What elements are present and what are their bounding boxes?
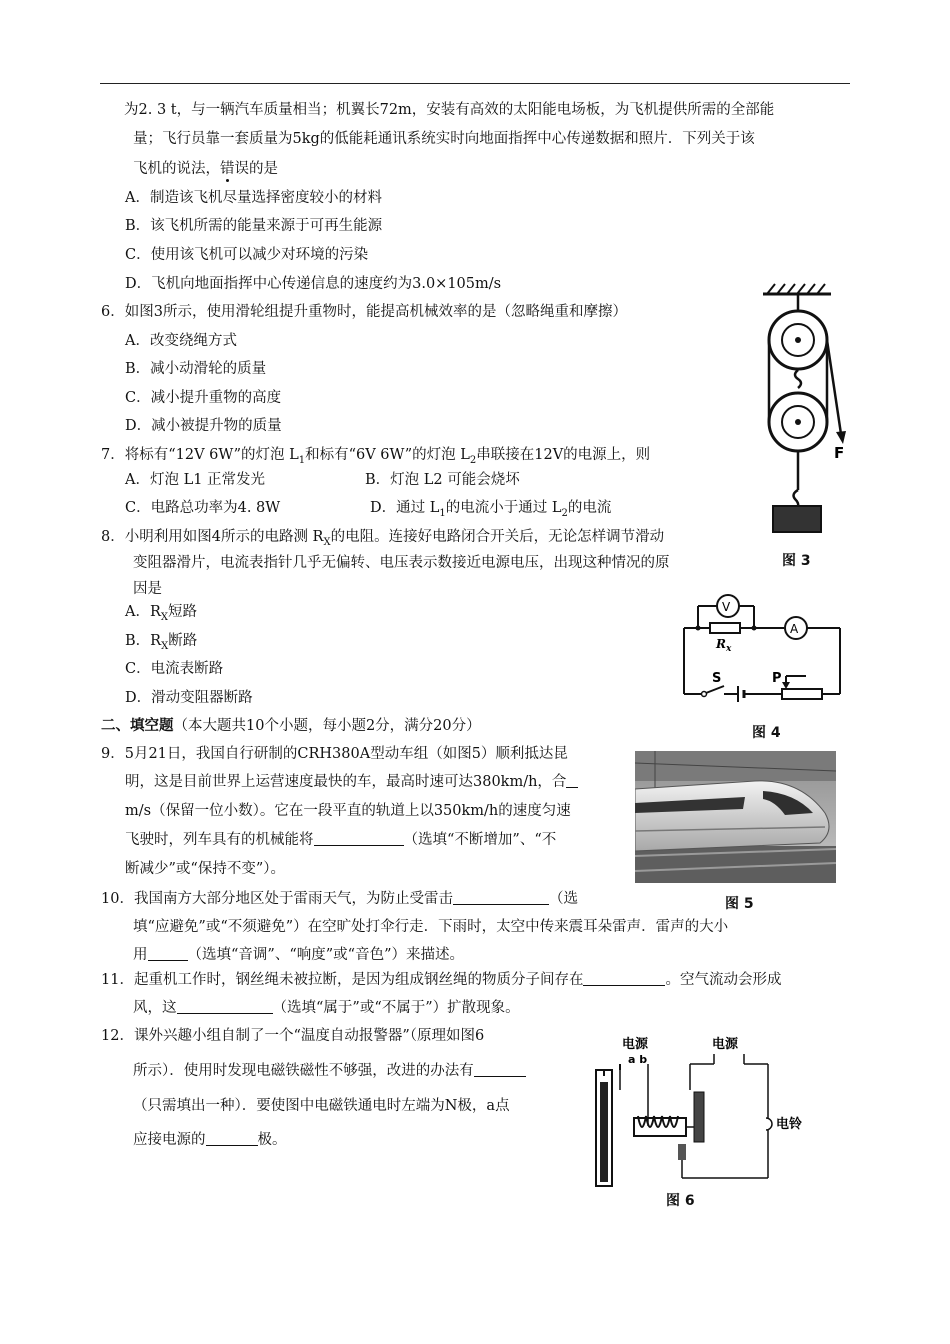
q8-option-b: B．$R_X$断路 (125, 633, 198, 652)
voltmeter-label: V (722, 600, 731, 614)
figure-4-caption: 图 4 (752, 725, 781, 741)
q5-option-b: B．该飞机所需的能量来源于可再生能源 (125, 218, 383, 234)
ammeter-label: A (790, 622, 799, 636)
q7-stem: 7．将标有“12V 6W”的灯泡 $L_1$和标有“6V 6W”的灯泡 $L_2$串联接在12V的电源上，则 (101, 447, 651, 466)
q5-option-c: C．使用该飞机可以减少对环境的污染 (125, 247, 369, 263)
q12-line2: 所示）．使用时发现电磁铁磁性不够强，改进的办法有 (133, 1061, 526, 1081)
q5-option-d: D．飞机向地面指挥中心传递信息的速度约为3.0×105m/s (125, 276, 502, 292)
switch-label: S (712, 671, 722, 686)
q8-line2: 变阻器滑片，电流表指针几乎无偏转、电压表示数接近电源电压，出现这种情况的原 (133, 555, 670, 571)
q9-blank-1[interactable] (566, 772, 578, 788)
q12-blank-2[interactable] (206, 1130, 258, 1146)
q6-option-a: A．改变绕绳方式 (125, 333, 237, 349)
q5-line2: 量；飞行员靠一套质量为5kg的低能耗通讯系统实时向地面指挥中心传递数据和照片．下列关于该 (133, 131, 755, 147)
q12-line1: 12．课外兴趣小组自制了一个“温度自动报警器”（原理如图6 (101, 1028, 485, 1044)
q12-line4: 应接电源的 极。 (133, 1132, 287, 1148)
q8-line1: 8．小明利用如图4所示的电路测 $R_X$的电阻。连接好电路闭合开关后，无论怎样调节滑动 (101, 529, 665, 548)
figure-4-circuit (676, 590, 846, 705)
q9-line2: 明，这是目前世界上运营速度最快的车，最高时速可达380km/h，合 (125, 772, 578, 792)
bell-label: 电铃 (776, 1117, 803, 1132)
q8-line3: 因是 (133, 581, 162, 597)
figure-5-caption: 图 5 (725, 896, 754, 912)
q12-line3: （只需填出一种）．要使图中电磁铁通电时左端为N极，a点 (133, 1098, 510, 1114)
q6-option-b: B．减小动滑轮的质量 (125, 361, 267, 377)
figure-3-caption: 图 3 (782, 553, 811, 569)
q11-line2: 风，这 （选填“属于”或“不属于”）扩散现象。 (133, 1000, 520, 1016)
figure-6-alarm-circuit (590, 1030, 840, 1190)
q9-line1: 9．5月21日，我国自行研制的CRH380A型动车组（如图5）顺利抵达昆 (101, 746, 568, 762)
q9-blank-2[interactable] (314, 830, 404, 846)
slider-label: P (772, 671, 782, 686)
q6-option-d: D．减小被提升物的质量 (125, 418, 282, 434)
q10-blank-2[interactable] (148, 945, 188, 961)
terminal-ab-label: a b (628, 1053, 648, 1066)
header-rule (100, 83, 850, 84)
q7-option-a: A．灯泡 L1 正常发光 (125, 472, 266, 488)
q10-blank-1[interactable] (453, 889, 549, 905)
resistor-label: $R_x$ (716, 637, 732, 654)
q11-line1: 11．起重机工作时，钢丝绳未被拉断，是因为组成钢丝绳的物质分子间存在 。空气流动会形成 (101, 972, 782, 988)
q8-option-d: D．滑动变阻器断路 (125, 690, 253, 706)
q10-line1: 10．我国南方大部分地区处于雷雨天气，为防止受雷击 （选 (101, 891, 578, 907)
figure-6-caption: 图 6 (666, 1193, 695, 1209)
q8-option-c: C．电流表断路 (125, 661, 224, 677)
figure-3-pulley (755, 282, 850, 537)
figure-5-train-photo (635, 751, 836, 883)
q9-line5: 断减少”或“保持不变”）。 (125, 861, 285, 877)
q7-option-c: C．电路总功率为4. 8W (125, 500, 281, 516)
q6-stem: 6．如图3所示，使用滑轮组提升重物时，能提高机械效率的是（忽略绳重和摩擦） (101, 304, 627, 320)
q9-line3: m/s（保留一位小数）。它在一段平直的轨道上以350km/h的速度匀速 (125, 803, 571, 819)
q5-line1: 为2. 3 t，与一辆汽车质量相当；机翼长72m，安装有高效的太阳能电场板，为飞机提供所需的全部能 (124, 102, 775, 118)
q6-option-c: C．减小提升重物的高度 (125, 390, 282, 406)
q7-option-b: B．灯泡 L2 可能会烧坏 (365, 472, 520, 488)
q9-line4: 飞驶时，列车具有的机械能将 （选填“不断增加”、“不 (125, 832, 557, 848)
q5-option-a: A．制造该飞机尽量选择密度较小的材料 (125, 190, 382, 206)
q11-blank-2[interactable] (177, 998, 273, 1014)
force-label: F (834, 444, 845, 462)
power-source-2-label: 电源 (712, 1037, 739, 1052)
q11-blank-1[interactable] (583, 970, 665, 986)
power-source-1-label: 电源 (622, 1037, 649, 1052)
q12-blank-1[interactable] (474, 1061, 526, 1077)
q7-option-d: D．通过 $L_1$的电流小于通过 $L_2$的电流 (370, 500, 612, 519)
q10-line3: 用 （选填“音调”、“响度”或“音色”）来描述。 (133, 947, 464, 963)
q10-line2: 填“应避免”或“不须避免”）在空旷处打伞行走．下雨时，太空中传来震耳朵雷声．雷声的大小 (133, 919, 729, 935)
q8-option-a: A．$R_X$短路 (125, 604, 198, 623)
section-heading: 二、填空题（本大题共10个小题，每小题2分，满分20分） (101, 718, 481, 734)
q5-line3: 飞机的说法，错误的是 (133, 161, 278, 177)
